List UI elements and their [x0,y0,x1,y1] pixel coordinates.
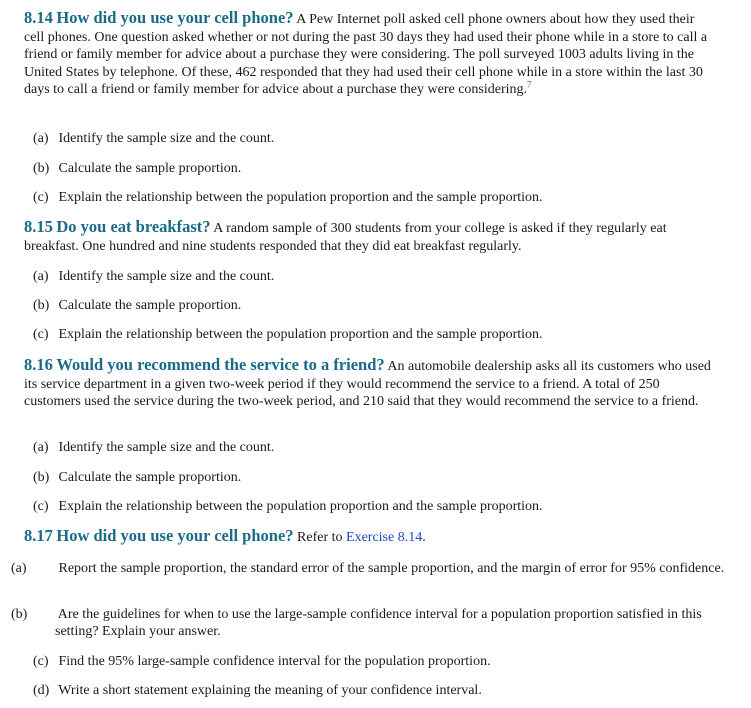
part-label: (b) [33,161,50,176]
part-text: Identify the sample size and the count. [58,269,275,284]
exercise-title: Would you recommend the service to a friend? [56,355,385,374]
exercise-text: A random sample of 300 students from your college is asked if they regularly eat breakfast. One hundred and nine students responded that they did eat breakfast regularly. [24,221,667,254]
part-text: Explain the relationship between the population proportion and the sample proportion. [58,499,543,514]
part-label: (c) [33,190,49,205]
part-item [33,653,713,670]
part-label: (a) [33,131,49,146]
part-text: Explain the relationship between the population proportion and the sample proportion. [58,327,543,342]
part-item [33,682,713,699]
part-text: Calculate the sample proportion. [58,298,242,313]
part-item [11,560,735,577]
exercise-title: How did you use your cell phone? [56,526,294,545]
part-text: Identify the sample size and the count. [58,131,275,146]
part-text: Write a short statement explaining the meaning of your confidence interval. [58,683,482,698]
part-label: (b) [11,607,28,622]
part-label: (a) [33,440,49,455]
exercise-paragraph [24,9,714,99]
part-label: (b) [33,298,50,313]
exercise-8-17 [24,527,714,547]
part-text: Calculate the sample proportion. [58,161,242,176]
exercise-paragraph [24,527,714,547]
exercise-paragraph [24,356,714,411]
part-label: (d) [33,683,50,698]
part-label: (a) [33,269,49,284]
part-item [33,297,713,314]
exercise-text-end: . [422,530,426,545]
part-item [33,498,713,515]
part-item [33,189,713,206]
exercise-text: A Pew Internet poll asked cell phone owners about how they used their cell phones. One question asked whether or not during the past 30 days they had used their phone while in a store to call a friend or family member for advice about a purchase they were considering. The poll surveyed 1003 adults living in the United States by telephone. Of these, 462 responded that they had used their cell phone while in a store within the last 30 days to call a friend or family member for advice about a purchase they were considering. [24,12,708,98]
exercise-number: 8.16 [24,355,53,374]
exercise-text: An automobile dealership asks all its customers who used its service department in a given two-week period if they would recommend the service to a friend. A total of 250 customers used the service during the two-week period, and 210 said that they would recommend the service to a friend. [24,359,711,410]
part-label: (b) [33,470,50,485]
part-label: (c) [33,327,49,342]
part-item [33,268,713,285]
footnote-marker[interactable]: 7 [527,79,532,90]
exercise-text: Refer to [297,530,343,545]
part-label: (c) [33,654,49,669]
part-label: (a) [11,561,27,576]
part-text: Identify the sample size and the count. [58,440,275,455]
part-item [11,606,735,640]
exercise-title: How did you use your cell phone? [56,8,294,27]
part-item [33,326,713,343]
part-item [33,469,713,486]
exercise-number: 8.15 [24,217,53,236]
exercise-8-15 [24,218,714,255]
part-item [33,160,713,177]
part-item [33,439,713,456]
exercise-8-14 [24,9,714,99]
exercise-cross-reference-link[interactable]: Exercise 8.14 [346,530,423,545]
part-text: Report the sample proportion, the standard error of the sample proportion, and the margin of error for 95% confidence. [58,561,725,576]
exercise-number: 8.17 [24,526,53,545]
part-text: Find the 95% large-sample confidence interval for the population proportion. [58,654,491,669]
part-item [33,130,713,147]
part-label: (c) [33,499,49,514]
part-text: Explain the relationship between the population proportion and the sample proportion. [58,190,543,205]
part-text: Calculate the sample proportion. [58,470,242,485]
exercise-8-16 [24,356,714,411]
part-text: Are the guidelines for when to use the large-sample confidence interval for a population proportion satisfied in this setting? Explain your answer. [55,607,702,639]
exercise-title: Do you eat breakfast? [56,217,211,236]
exercise-number: 8.14 [24,8,53,27]
exercise-paragraph [24,218,714,255]
